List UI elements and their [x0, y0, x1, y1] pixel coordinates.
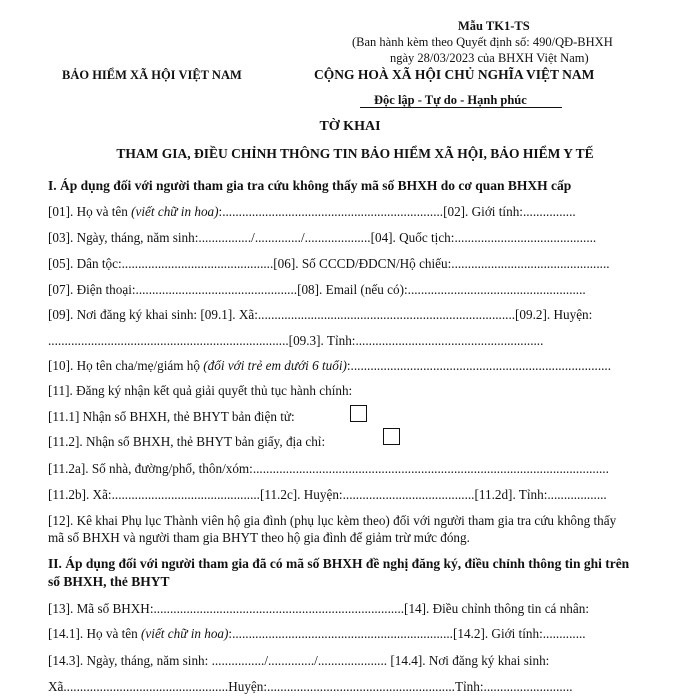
field-14-1-hint: (viết chữ in hoa) [141, 626, 229, 641]
paper-delivery-checkbox[interactable] [383, 428, 400, 445]
section2-heading-line2: sổ BHXH, thẻ BHYT [48, 574, 170, 589]
field-11-1: [11.1] Nhận sổ BHXH, thẻ BHYT bản điện tử: [48, 409, 295, 424]
section2-heading-line1: II. Áp dụng đối với người tham gia đã có mã số BHXH đề nghị đăng ký, điều chỉnh thông tin ghi trên [48, 556, 630, 571]
field-09: [09]. Nơi đăng ký khai sinh: [09.1]. Xã:..............................................................................[09.2]. Huyện: [48, 307, 593, 322]
field-14-1-label: [14.1]. Họ và tên [48, 626, 142, 641]
field-10-fill: :............................................................................... [346, 358, 612, 373]
field-05-06: [05]. Dân tộc:..............................................[06]. Số CCCD/ĐDCN/Hộ chiếu:................................................ [48, 256, 610, 271]
country-name: CỘNG HOÀ XÃ HỘI CHỦ NGHĨA VIỆT NAM [314, 67, 595, 82]
field-11-2a: [11.2a]. Số nhà, đường/phố, thôn/xóm:............................................................................................................ [48, 461, 609, 476]
field-14-1-14-2 [48, 626, 586, 642]
field-11-2: [11.2]. Nhận sổ BHXH, thẻ BHYT bản giấy, địa chỉ: [48, 434, 326, 449]
electronic-delivery-checkbox[interactable] [350, 405, 367, 422]
form-code: Mẫu TK1-TS [458, 19, 530, 33]
form-subtitle: THAM GIA, ĐIỀU CHỈNH THÔNG TIN BẢO HIỂM XÃ HỘI, BẢO HIỂM Y TẾ [116, 146, 594, 161]
motto: Độc lập - Tự do - Hạnh phúc [374, 93, 527, 107]
field-13-14: [13]. Mã số BHXH:............................................................................[14]. Điều chỉnh thông tin cá nhân: [48, 601, 590, 616]
field-01-02-fill: :...................................................................[02]. Giới tính:................ [218, 204, 576, 219]
field-01-label: [01]. Họ và tên [48, 204, 132, 219]
field-09-cont: .........................................................................[09.3]. Tỉnh:......................................................... [48, 333, 544, 348]
field-07-08: [07]. Điện thoại:.................................................[08]. Email (nếu có):...................................................... [48, 282, 586, 297]
field-14-3-14-4: [14.3]. Ngày, tháng, năm sinh: ................/............../..................... [14.4]. Nơi đăng ký khai sinh: [48, 653, 550, 668]
field-12-line1: [12]. Kê khai Phụ lục Thành viên hộ gia đình (phụ lục kèm theo) đối với người tham gia tra cứu không thấy [48, 513, 617, 528]
field-01-hint: (viết chữ in hoa) [131, 204, 219, 219]
motto-underline [360, 107, 562, 108]
field-10 [48, 358, 611, 374]
issued-by-line1: (Ban hành kèm theo Quyết định số: 490/QĐ-BHXH [352, 35, 613, 49]
field-12-line2: mã số BHXH và người tham gia BHYT theo hộ gia đình để giảm trừ mức đóng. [48, 530, 470, 545]
field-11-2b-2d: [11.2b]. Xã:.............................................[11.2c]. Huyện:........................................[11.2d]. Tỉnh:.................. [48, 487, 607, 502]
form-title: TỜ KHAI [319, 119, 381, 134]
field-14-1-2-fill: :...................................................................[14.2]. Giới tính:............. [228, 626, 586, 641]
section1-heading: I. Áp dụng đối với người tham gia tra cứu không thấy mã số BHXH do cơ quan BHXH cấp [48, 178, 572, 193]
field-11: [11]. Đăng ký nhận kết quả giải quyết thủ tục hành chính: [48, 383, 353, 398]
field-01-02 [48, 204, 576, 220]
issued-by-line2: ngày 28/03/2023 của BHXH Việt Nam) [390, 51, 589, 65]
field-03-04: [03]. Ngày, tháng, năm sinh:................/............../....................[04]. Quốc tịch:........................................... [48, 230, 597, 245]
field-10-hint: (đối với trẻ em dưới 6 tuổi) [203, 358, 347, 373]
field-14-4-address: Xã..................................................Huyện:.........................................................Tỉnh:........................... [48, 679, 573, 694]
agency-name: BẢO HIỂM XÃ HỘI VIỆT NAM [62, 68, 242, 82]
field-10-label: [10]. Họ tên cha/mẹ/giám hộ [48, 358, 204, 373]
